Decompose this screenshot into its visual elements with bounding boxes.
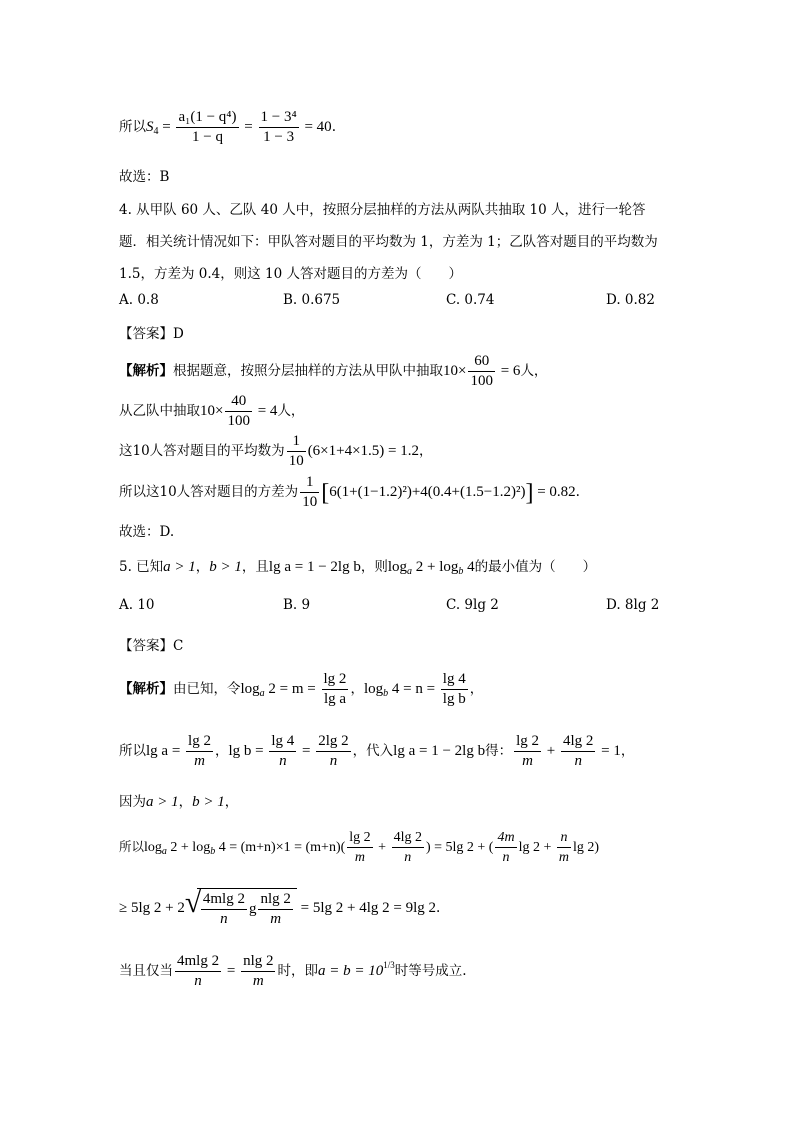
q5-b6-d1: n <box>194 973 202 989</box>
q5-b1-sub: a <box>259 688 265 699</box>
q4-a4-frac <box>300 473 319 512</box>
q5-b2-frac1 <box>186 732 213 771</box>
q5-b4-d1: m <box>354 850 366 865</box>
q5-analysis-line-6 <box>119 952 467 991</box>
q5-b2-lgb: lg b = <box>228 743 268 759</box>
q5-b4-eq: 4 = (m+n)×1 = (m+n)( <box>215 840 346 855</box>
q4-a4-end: . <box>575 484 580 500</box>
q5-b6-prefix: 当且仅当 <box>119 963 173 979</box>
q4-option-c: C. 0.74 <box>446 292 495 308</box>
q5-b4-d4: m <box>558 850 570 865</box>
q4-a1-den: 100 <box>470 373 493 389</box>
q4-a2-lhs: 10× <box>200 403 224 419</box>
q5-target: log <box>387 559 408 575</box>
q5-b4-n2: 4lg 2 <box>392 828 424 848</box>
q4-a2-end: 人， <box>277 403 305 419</box>
q5-analysis-line-1 <box>119 670 483 709</box>
q4-option-d: D. 0.82 <box>606 292 655 308</box>
q5-target-end: 4 <box>463 559 475 575</box>
q5-b1-num2: lg 4 <box>441 670 468 690</box>
q5-b4-prefix: 所以 <box>119 839 145 854</box>
s4-eq1: = <box>158 119 175 135</box>
q5-target-sub1: a <box>407 566 413 577</box>
q5-target-sub2: b <box>458 566 464 577</box>
q4-option-b: B. 0.675 <box>283 292 341 308</box>
q5-b5-sqrt-body <box>197 888 297 929</box>
q4-analysis-line-1 <box>119 352 547 391</box>
q5-b2-n4: lg 2 <box>514 732 541 752</box>
q5-b1-eq2: 4 = n = <box>388 681 439 697</box>
q5-b4-plus: + <box>374 840 390 855</box>
q4-a4-den: 10 <box>302 494 318 510</box>
q5-b6-end: 时等号成立. <box>394 963 467 979</box>
q5-b5-frac2 <box>258 890 292 929</box>
q4-a2-text: 从乙队中抽取 <box>119 403 200 419</box>
q5-b5-d2: m <box>270 911 282 927</box>
q5-b2-d3: n <box>329 753 338 769</box>
q4-option-a: A. 0.8 <box>119 292 159 308</box>
q4-analysis-label: 【解析】 <box>119 363 173 379</box>
s4-prefix: 所以 <box>119 119 146 135</box>
q5-b3: 因为 <box>119 794 146 810</box>
q4-answer: 【答案】D <box>119 326 184 342</box>
q5-option-b: B. 9 <box>283 597 311 613</box>
s4-frac2 <box>259 108 299 147</box>
q5-b1-eq: 2 = m = <box>264 681 320 697</box>
q5-b2-c2: ，代入 <box>352 743 394 759</box>
q5-b4-n1: lg 2 <box>347 828 372 848</box>
s4-formula-line <box>119 108 336 147</box>
q5-option-a: A. 10 <box>119 597 155 613</box>
q5-b1-text: 由已知，令 <box>173 681 241 697</box>
q4-a4-text: 所以这10人答对题目的方差为 <box>119 484 299 500</box>
q5-b2-n5: 4lg 2 <box>561 732 595 752</box>
q4-a1-lhs: 10× <box>443 363 467 379</box>
q5-b1-num: lg 2 <box>322 670 349 690</box>
q4-a4-expr: 6(1+(1−1.2)²)+4(0.4+(1.5−1.2)²) <box>329 484 526 500</box>
s4-frac1 <box>176 108 238 147</box>
q5-b3-c2: b > 1 <box>192 794 225 810</box>
q4-a3-text: 这10人答对题目的平均数为 <box>119 443 285 459</box>
q5-b2-d2: n <box>279 753 287 769</box>
q5-b6-eq: = <box>223 963 240 979</box>
q4-a4-result: = 0.82 <box>533 484 576 500</box>
q4-a2-rhs: = 4 <box>253 403 278 419</box>
q5-comma3: ，则 <box>360 559 388 575</box>
q5-b6-n2: nlg 2 <box>241 952 275 972</box>
q5-b5-end: . <box>436 900 441 916</box>
q4-a3-end: ， <box>419 443 433 459</box>
q5-b3-end: ， <box>224 794 239 810</box>
q5-b6-mid: 时，即 <box>277 963 318 979</box>
q5-b2-n2: lg 4 <box>269 732 296 752</box>
q5-b1-frac <box>322 670 349 709</box>
q5-b4-end: lg 2) <box>573 840 600 855</box>
q5-b5-frac1 <box>201 890 247 929</box>
q4-a3-num: 1 <box>287 432 306 452</box>
q5-b4-mid2: ) = 5lg 2 + ( <box>425 840 494 855</box>
q4-stem-line-2: 题．相关统计情况如下：甲队答对题目的平均数为 1，方差为 1；乙队答对题目的平均数为 <box>119 234 658 250</box>
q4-a4-rbracket: ] <box>525 480 534 506</box>
q4-stem-line-3: 1.5，方差为 0.4，则这 10 人答对题目的方差为（ ） <box>119 266 462 282</box>
q5-analysis-label: 【解析】 <box>119 681 173 697</box>
q5-b2-prefix: 所以 <box>119 743 146 759</box>
q5-b1-comma: ， <box>350 681 364 697</box>
q4-a4-num: 1 <box>300 473 319 493</box>
q5-b4-n3: 4m <box>495 828 516 848</box>
s4-eq2: = <box>240 119 257 135</box>
q5-b4-frac4 <box>557 828 571 867</box>
s4-frac1-den: 1 − q <box>192 129 223 145</box>
q5-b5-sqrt <box>185 888 297 929</box>
q4-a1-num: 60 <box>468 352 495 372</box>
q4-a3-frac <box>287 432 306 471</box>
q4-select: 故选：D. <box>119 524 175 540</box>
q5-analysis-line-5 <box>119 888 440 929</box>
q5-c2: b > 1 <box>209 559 242 575</box>
q5-b4-log: log <box>144 840 162 855</box>
q5-b4-sub2: b <box>210 846 216 857</box>
q5-b4-frac3 <box>495 828 516 867</box>
q5-target-mid: 2 + log <box>412 559 459 575</box>
q5-b4-lg: lg 2 + <box>518 840 555 855</box>
q4-a1-text: 根据题意，按照分层抽样的方法从甲队中抽取 <box>173 363 443 379</box>
q5-b1-end: ， <box>469 681 484 697</box>
q5-comma1: ， <box>195 559 210 575</box>
q5-b4-frac2 <box>392 828 424 867</box>
q5-stem <box>119 555 596 577</box>
q4-a2-frac <box>225 392 252 431</box>
s4-frac2-den: 1 − 3 <box>263 129 295 145</box>
q4-stem-line-1: 4. 从甲队 60 人、乙队 40 人中，按照分层抽样的方法从两队共抽取 10 人，进行一轮答 <box>119 202 646 218</box>
q5-comma2: ，且 <box>241 559 269 575</box>
q5-b2-d5: n <box>574 753 582 769</box>
q5-b2-eq: = <box>298 743 315 759</box>
q5-b2-c1: ， <box>214 743 229 759</box>
q5-b6-d2: m <box>252 973 264 989</box>
q5-b2-sub: lg a = 1 − 2lg b <box>393 743 486 759</box>
q5-b1-log: log <box>240 681 260 697</box>
select-b: 故选：B <box>119 169 170 185</box>
q5-b2-n3: 2lg 2 <box>316 732 350 752</box>
q5-b3-c1: a > 1 <box>146 794 179 810</box>
q4-a1-frac <box>468 352 495 391</box>
q5-b6-sup: 1/3 <box>383 960 395 970</box>
q4-a1-end: 人， <box>520 363 548 379</box>
q5-b6-frac1 <box>175 952 221 991</box>
q5-b5-rest: = 5lg 2 + 4lg 2 = 9lg 2 <box>296 900 437 916</box>
q4-analysis-line-3 <box>119 432 433 471</box>
q5-b6-n1: 4mlg 2 <box>175 952 221 972</box>
q5-b2-frac3 <box>316 732 350 771</box>
q5-b4-mid: 2 + log <box>166 840 211 855</box>
q5-c3: lg a = 1 − 2lg b <box>268 559 361 575</box>
q5-b5-n2: nlg 2 <box>258 890 292 910</box>
q5-b2-lga: lg a = <box>146 743 185 759</box>
q5-b5-prefix: ≥ 5lg 2 + 2 <box>119 900 185 916</box>
q5-b4-d2: n <box>404 850 412 865</box>
q5-b2-frac4 <box>514 732 541 771</box>
q5-b4-n4: n <box>557 828 571 848</box>
q5-analysis-line-3 <box>119 790 238 811</box>
q5-analysis-line-4 <box>119 828 599 867</box>
q5-b4-sub1: a <box>161 846 167 857</box>
q5-b2-end: ， <box>620 743 635 759</box>
q5-b2-frac5 <box>561 732 595 771</box>
q4-analysis-line-4 <box>119 473 580 512</box>
q5-b1-log2: log <box>363 681 384 697</box>
q4-a4-lbracket: [ <box>321 480 330 506</box>
q5-b2-one: = 1 <box>597 743 621 759</box>
s4-result: = 40 <box>300 119 332 135</box>
q5-b5-d1: n <box>220 911 228 927</box>
q5-b3-comma: ， <box>178 794 193 810</box>
q5-b2-get: 得： <box>485 743 513 759</box>
q5-b5-n1: √ 4mlg 2 <box>201 890 247 910</box>
q5-b6-frac2 <box>241 952 275 991</box>
q5-b2-d1: m <box>194 753 205 769</box>
q5-b2-d4: m <box>522 753 533 769</box>
s4-end: . <box>331 119 336 135</box>
s4-frac1-num: a₁(1 − q⁴) <box>176 108 238 128</box>
q5-b6-expr: a = b = 10 <box>317 963 384 979</box>
q4-a3-den: 10 <box>288 453 304 469</box>
s4-sub: 4 <box>153 126 159 137</box>
q5-b5-dot: g <box>248 900 257 917</box>
q5-analysis-line-2 <box>119 732 634 771</box>
q5-stem-end: 的最小值为（ ） <box>474 559 597 575</box>
q5-option-d: D. 8lg 2 <box>606 597 660 613</box>
s4-symbol: S <box>146 119 154 135</box>
q5-b4-frac1 <box>347 828 372 867</box>
q5-option-c: C. 9lg 2 <box>446 597 499 613</box>
q5-b2-frac2 <box>269 732 296 771</box>
q4-a2-num: 40 <box>225 392 252 412</box>
q5-answer: 【答案】C <box>119 638 184 654</box>
q5-b1-den2: lg b <box>442 691 466 707</box>
q5-b1-frac2 <box>441 670 468 709</box>
q5-b4-d3: n <box>502 850 510 865</box>
q4-a3-expr: (6×1+4×1.5) = 1.2 <box>307 443 420 459</box>
q4-analysis-line-2 <box>119 392 304 431</box>
s4-frac2-num: 1 − 3⁴ <box>259 108 299 128</box>
q5-c1: a > 1 <box>163 559 196 575</box>
q5-b1-sub2: b <box>383 688 389 699</box>
q4-a2-den: 100 <box>227 413 250 429</box>
q5-b1-den: lg a <box>323 691 347 707</box>
q5-stem-prefix: 5. 已知 <box>119 559 164 575</box>
q5-b2-plus: + <box>543 743 559 759</box>
q5-b2-n1: lg 2 <box>186 732 213 752</box>
q4-a1-rhs: = 6 <box>496 363 521 379</box>
